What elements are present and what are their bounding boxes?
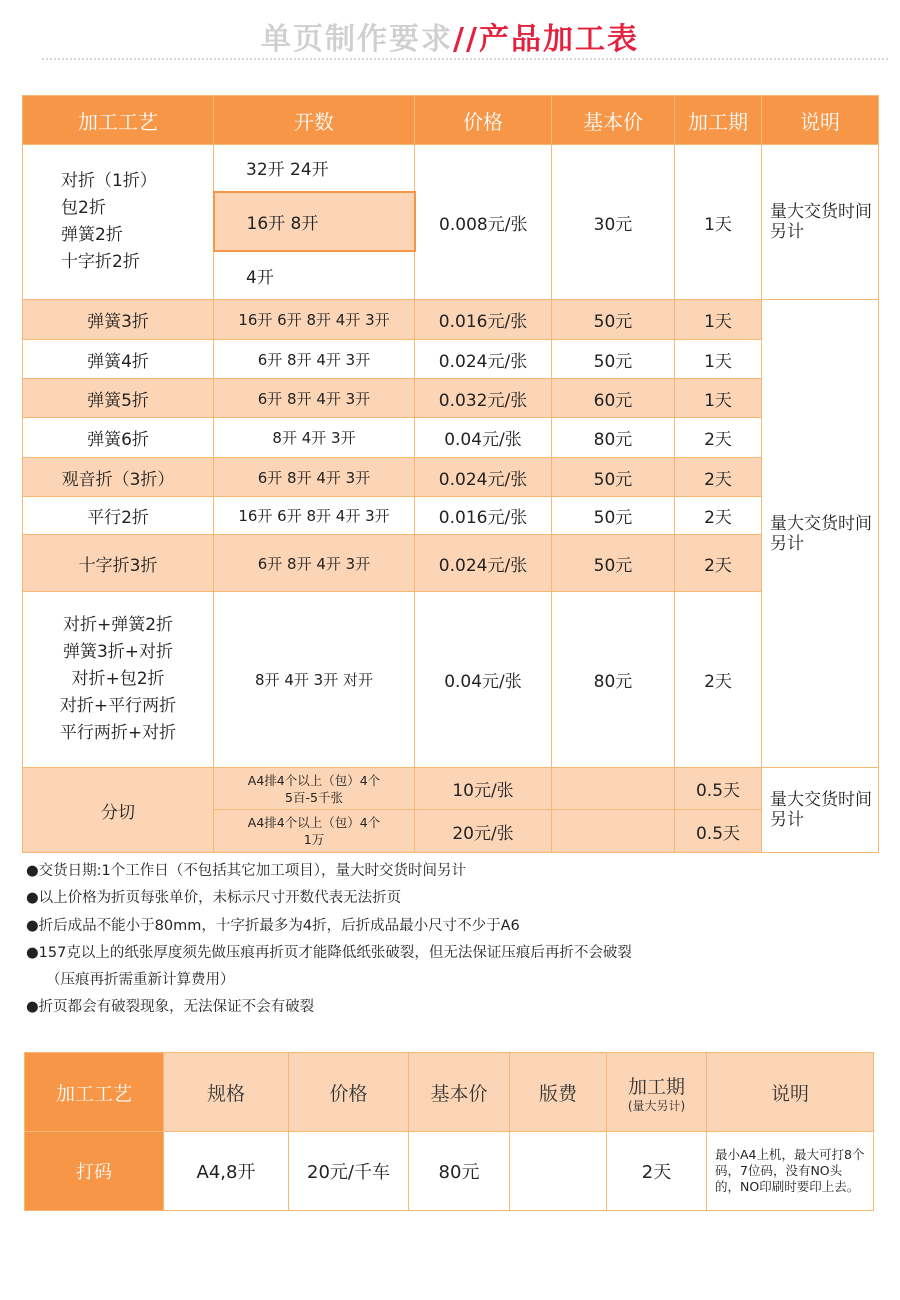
group1-size-2: 16开 8开 [214, 192, 415, 251]
row-process: 观音折（3折） [23, 458, 214, 497]
row-period: 2天 [607, 1132, 707, 1211]
note-item: ●以上价格为折页每张单价，未标示尺寸开数代表无法折页 [26, 890, 402, 907]
cut-process: 分切 [23, 768, 214, 853]
row-period: 1天 [675, 379, 762, 418]
title-grey: 单页制作要求 [261, 22, 454, 57]
process-line: 弹簧2折 [61, 225, 123, 245]
dotted-divider [42, 58, 888, 60]
header-process: 加工工艺 [23, 96, 214, 145]
row-price: 20元/千车 [289, 1132, 409, 1211]
header-size: 开数 [214, 96, 415, 145]
row-process: 弹簧4折 [23, 340, 214, 379]
combo-sizes: 8开 4开 3开 对开 [214, 592, 415, 768]
page-title [0, 14, 900, 58]
row-price: 0.032元/张 [415, 379, 552, 418]
process-line: 十字折2折 [61, 252, 140, 272]
row-sizes: 6开 8开 4开 3开 [214, 379, 415, 418]
row-price: 0.016元/张 [415, 497, 552, 535]
cut-size-2 [214, 810, 415, 853]
row-base: 50元 [552, 497, 675, 535]
table-row [23, 592, 879, 768]
group1-period: 1天 [675, 145, 762, 300]
table-row [23, 768, 879, 810]
header-note: 说明 [762, 96, 879, 145]
header-price: 价格 [289, 1053, 409, 1132]
row-sizes: 16开 6开 8开 4开 3开 [214, 300, 415, 340]
row-process: 弹簧3折 [23, 300, 214, 340]
title-separator: // [453, 22, 479, 57]
row-plate-fee [510, 1132, 607, 1211]
cut-period-2: 0.5天 [675, 810, 762, 853]
table-row [23, 418, 879, 458]
cut-size-line: A4排4个以上（包）4个 [247, 815, 381, 830]
header-price: 价格 [415, 96, 552, 145]
row-sizes: 6开 8开 4开 3开 [214, 458, 415, 497]
row-price: 0.016元/张 [415, 300, 552, 340]
row-period: 2天 [675, 418, 762, 458]
process-line: 平行两折+对折 [59, 723, 177, 743]
row-base: 80元 [552, 418, 675, 458]
cut-size-1 [214, 768, 415, 810]
row-period: 2天 [675, 458, 762, 497]
row-base: 50元 [552, 300, 675, 340]
process-line: 对折+弹簧2折 [62, 615, 174, 635]
header-period [607, 1053, 707, 1132]
table-row [23, 300, 879, 340]
row-base: 50元 [552, 340, 675, 379]
notes-list [26, 858, 886, 1022]
table-header-row [25, 1053, 874, 1132]
row-sizes: 16开 6开 8开 4开 3开 [214, 497, 415, 535]
row-base: 50元 [552, 458, 675, 497]
title-red: 产品加工表 [478, 22, 639, 57]
combo-base: 80元 [552, 592, 675, 768]
row-process: 打码 [25, 1132, 164, 1211]
process-line: 包2折 [61, 198, 106, 218]
table-row [25, 1132, 874, 1211]
table-row [23, 535, 879, 592]
row-price: 0.024元/张 [415, 535, 552, 592]
cut-price-2: 20元/张 [415, 810, 552, 853]
group1-note: 量大交货时间另计 [762, 145, 879, 300]
header-period-sub: (量大另计) [627, 1098, 686, 1113]
header-spec: 规格 [164, 1053, 289, 1132]
cut-base-1 [552, 768, 675, 810]
row-price: 0.04元/张 [415, 418, 552, 458]
process-line: 弹簧3折+对折 [62, 642, 174, 662]
folding-price-table [22, 95, 879, 853]
row-spec: A4,8开 [164, 1132, 289, 1211]
table-row [23, 340, 879, 379]
cut-size-line: 1万 [303, 832, 325, 847]
cut-note: 量大交货时间另计 [762, 768, 879, 853]
row-period: 2天 [675, 535, 762, 592]
header-period: 加工期 [675, 96, 762, 145]
combo-process [23, 592, 214, 768]
row-note: 最小A4上机，最大可打8个码，7位码，没有NO头的，NO印刷时要印上去。 [707, 1132, 874, 1211]
row-period: 2天 [675, 497, 762, 535]
group1-size-1: 32开 24开 [214, 145, 415, 192]
combo-price: 0.04元/张 [415, 592, 552, 768]
table-row [23, 379, 879, 418]
note-item: ●157克以上的纸张厚度须先做压痕再折页才能降低纸张破裂，但无法保证压痕后再折不会破裂 [26, 944, 632, 961]
cut-price-1: 10元/张 [415, 768, 552, 810]
note-item: ●交货日期:1个工作日（不包括其它加工项目），量大时交货时间另计 [26, 863, 467, 879]
row-sizes: 6开 8开 4开 3开 [214, 535, 415, 592]
group1-base: 30元 [552, 145, 675, 300]
header-period-label: 加工期 [627, 1075, 685, 1098]
combo-period: 2天 [675, 592, 762, 768]
header-process: 加工工艺 [25, 1053, 164, 1132]
header-base-price: 基本价 [552, 96, 675, 145]
row-process: 弹簧5折 [23, 379, 214, 418]
row-period: 1天 [675, 340, 762, 379]
cut-period-1: 0.5天 [675, 768, 762, 810]
table-row [23, 145, 879, 192]
header-plate-fee: 版费 [510, 1053, 607, 1132]
table-header-row [23, 96, 879, 145]
cut-base-2 [552, 810, 675, 853]
group1-size-3: 4开 [214, 251, 415, 300]
note-item: ●折后成品不能小于80mm，十字折最多为4折，后折成品最小尺寸不少于A6 [26, 917, 520, 934]
group1-process [23, 145, 214, 300]
note-item: ●折页都会有破裂现象，无法保证不会有破裂 [26, 999, 315, 1016]
row-base: 50元 [552, 535, 675, 592]
row-base: 60元 [552, 379, 675, 418]
row-base: 80元 [409, 1132, 510, 1211]
row-price: 0.024元/张 [415, 340, 552, 379]
row-period: 1天 [675, 300, 762, 340]
row-price: 0.024元/张 [415, 458, 552, 497]
process-line: 对折+包2折 [71, 669, 165, 689]
note-item: （压痕再折需重新计算费用） [46, 972, 235, 989]
numbering-price-table [24, 1052, 874, 1211]
header-note: 说明 [707, 1053, 874, 1132]
table-row [23, 458, 879, 497]
cut-size-line: A4排4个以上（包）4个 [247, 772, 381, 788]
row-process: 平行2折 [23, 497, 214, 535]
row-sizes: 6开 8开 4开 3开 [214, 340, 415, 379]
group1-price: 0.008元/张 [415, 145, 552, 300]
process-line: 对折（1折） [61, 171, 157, 191]
row-process: 弹簧6折 [23, 418, 214, 458]
process-line: 对折+平行两折 [59, 696, 177, 716]
cut-size-line: 5百-5千张 [285, 789, 343, 805]
rows-note: 量大交货时间另计 [762, 300, 879, 768]
table-row [23, 497, 879, 535]
header-base-price: 基本价 [409, 1053, 510, 1132]
row-process: 十字折3折 [23, 535, 214, 592]
row-sizes: 8开 4开 3开 [214, 418, 415, 458]
